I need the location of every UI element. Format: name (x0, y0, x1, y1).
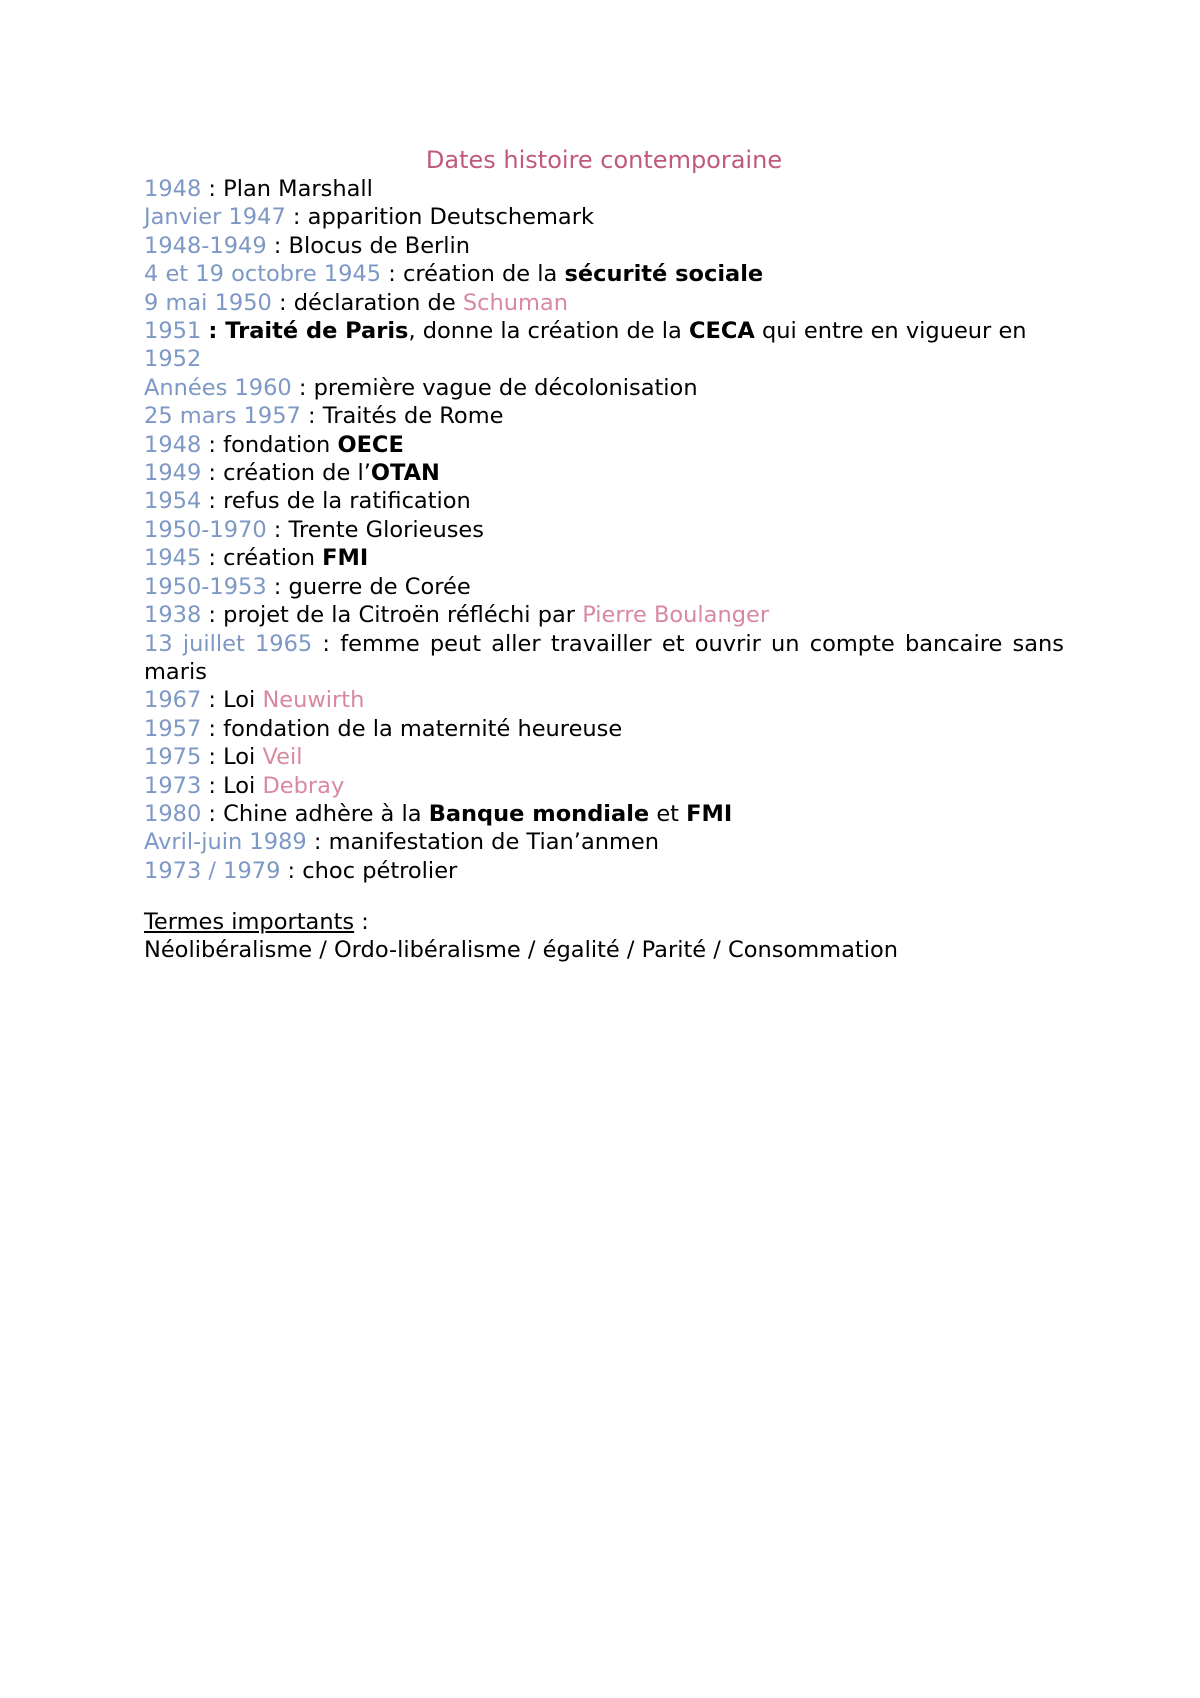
timeline-entry (144, 772, 1064, 800)
entry-key-term: FMI (686, 800, 733, 827)
entry-person-name: Pierre Boulanger (582, 602, 770, 629)
terms-section (144, 908, 1064, 965)
entry-text: fondation (223, 431, 338, 458)
entry-text: , donne la création de la (408, 318, 689, 345)
timeline-entry (144, 459, 1064, 487)
entry-text: Blocus de Berlin (288, 232, 471, 259)
entry-separator: : (280, 857, 303, 884)
timeline-entry (144, 516, 1064, 544)
entry-separator: : (312, 630, 341, 657)
timeline-entry (144, 374, 1064, 402)
timeline-entry (144, 573, 1064, 601)
terms-list: Néolibéralisme / Ordo-libéralisme / égalité / Parité / Consommation (144, 937, 898, 964)
timeline-entry (144, 487, 1064, 515)
entry-separator: : (306, 829, 329, 856)
entry-date: 9 mai 1950 (144, 289, 272, 316)
entry-key-term: Banque mondiale (428, 800, 650, 827)
entry-text: première vague de décolonisation (313, 374, 698, 401)
timeline-entry (144, 601, 1064, 629)
entry-date: 13 juillet 1965 (144, 630, 313, 657)
timeline-entry (144, 431, 1064, 459)
timeline-entry (144, 203, 1064, 231)
entry-person-name: Veil (262, 744, 303, 771)
entry-key-term: sécurité sociale (564, 261, 764, 288)
entry-text: manifestation de Tian’anmen (328, 829, 660, 856)
terms-heading: Termes importants (144, 909, 355, 935)
timeline-entry (144, 289, 1064, 317)
entry-date: 1950-1953 (144, 573, 267, 600)
timeline-entry (144, 260, 1064, 288)
entry-date: 1948 (144, 431, 202, 458)
entry-date: 1954 (144, 488, 202, 515)
entry-text: fondation de la maternité heureuse (223, 715, 623, 742)
entry-separator: : (291, 374, 314, 401)
entry-separator: : (271, 289, 294, 316)
timeline-entry (144, 317, 1064, 374)
entry-separator: : (201, 715, 224, 742)
entry-date: 1973 / 1979 (144, 857, 281, 884)
entry-text: refus de la ratification (223, 488, 471, 515)
entry-separator: : (266, 232, 289, 259)
timeline-entry (144, 686, 1064, 714)
terms-heading-line (144, 908, 1064, 936)
entry-text: Loi (223, 687, 263, 714)
entry-date: 1938 (144, 602, 202, 629)
entry-key-term: : Traité de Paris (208, 318, 409, 345)
entry-text: création de la (402, 261, 565, 288)
entry-text: Traités de Rome (322, 403, 504, 430)
entry-date: 1967 (144, 687, 202, 714)
entry-date: Avril-juin 1989 (144, 829, 307, 856)
entry-text: et (649, 800, 687, 827)
entry-separator: : (285, 204, 308, 231)
entry-text: Loi (223, 744, 263, 771)
timeline-entry (144, 857, 1064, 885)
entry-date: 25 mars 1957 (144, 403, 301, 430)
document-title: Dates histoire contemporaine (425, 146, 783, 174)
entry-text: création (223, 545, 323, 572)
timeline-entry (144, 544, 1064, 572)
entry-person-name: Schuman (462, 289, 568, 316)
entry-separator: : (201, 460, 224, 487)
entry-text: Plan Marshall (223, 176, 373, 202)
entry-text: femme peut aller travailler et ouvrir un compte bancaire sans maris (144, 630, 1064, 685)
entry-key-term: OECE (337, 431, 404, 458)
entry-text: Loi (223, 772, 263, 799)
entry-separator: : (201, 744, 224, 771)
timeline-entry (144, 232, 1064, 260)
entry-date: 1948-1949 (144, 232, 267, 259)
entry-separator: : (201, 772, 224, 799)
entry-date: 1945 (144, 545, 202, 572)
entry-date: Janvier 1947 (144, 204, 286, 231)
entry-separator: : (201, 687, 224, 714)
entry-key-term: OTAN (370, 460, 440, 487)
entry-text: déclaration de (293, 289, 463, 316)
entry-person-name: Debray (262, 772, 345, 799)
entry-separator: : (266, 573, 289, 600)
entry-separator: : (201, 431, 224, 458)
entry-date: 1949 (144, 460, 202, 487)
entry-key-term: FMI (322, 545, 369, 572)
entry-text: Chine adhère à la (223, 800, 429, 827)
entry-person-name: Neuwirth (262, 687, 365, 714)
entry-key-term: CECA (689, 318, 755, 345)
entry-separator: : (201, 602, 224, 629)
entry-date: 1950-1970 (144, 516, 267, 543)
entry-date: 4 et 19 octobre 1945 (144, 261, 382, 288)
entry-text: qui entre en vigueur en (754, 318, 1027, 345)
timeline-entry (144, 402, 1064, 430)
entry-separator: : (201, 488, 224, 515)
entry-date: 1957 (144, 715, 202, 742)
entry-date: 1952 (144, 346, 202, 373)
entry-text: création de l’ (223, 460, 371, 487)
timeline-entry (144, 828, 1064, 856)
entry-separator: : (266, 516, 289, 543)
timeline-entry (144, 630, 1064, 687)
timeline-entry (144, 800, 1064, 828)
entry-text: projet de la Citroën réfléchi par (223, 602, 583, 629)
entry-separator: : (201, 545, 224, 572)
entry-date: 1975 (144, 744, 202, 771)
entry-text: choc pétrolier (302, 857, 458, 884)
terms-heading-suffix: : (354, 909, 369, 935)
entry-date: 1948 (144, 176, 202, 202)
entry-separator: : (381, 261, 403, 288)
entry-date: 1951 (144, 318, 202, 345)
entry-separator: : (201, 800, 224, 827)
entry-date: 1980 (144, 800, 202, 827)
timeline-list (144, 175, 1064, 885)
entry-separator: : (201, 176, 224, 202)
entry-date: Années 1960 (144, 374, 292, 401)
timeline-entry (144, 715, 1064, 743)
entry-date: 1973 (144, 772, 202, 799)
entry-text: apparition Deutschemark (307, 204, 594, 231)
timeline-entry (144, 743, 1064, 771)
entry-text: guerre de Corée (288, 573, 471, 600)
entry-text: Trente Glorieuses (288, 516, 484, 543)
timeline-entry (144, 175, 1064, 203)
entry-separator: : (300, 403, 323, 430)
